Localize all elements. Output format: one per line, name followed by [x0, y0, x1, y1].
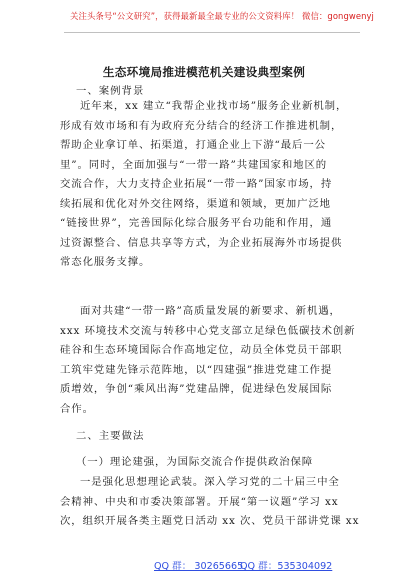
paragraph-line: “链接世界”，完善国际化综合服务平台功能和作用，通	[60, 217, 333, 229]
section-heading-background: 一、案例背景	[76, 85, 145, 97]
document-title: 生态环境局推进模范机关建设典型案例	[102, 65, 306, 79]
paragraph-line: 形成有效市场和有为政府充分结合的经济工作推进机制，	[60, 119, 343, 132]
header-divider	[64, 32, 360, 33]
paragraph-line: 质增效，争创“乘风出海”党建品牌，促进绿色发展国际	[60, 383, 333, 395]
paragraph-background-2	[60, 302, 354, 419]
paragraph-line: xxx 环境技术交流与转移中心党支部立足绿色低碳技术创新	[60, 324, 356, 337]
paragraph-line: 交流合作，大力支持企业拓展“一带一路”国家市场，持	[60, 178, 333, 190]
paragraph-line: 近年来，xx 建立“我帮企业找市场”服务企业新机制，	[80, 100, 348, 112]
paragraph-line: 工筑牢党建先锋示范阵地，以“四建强”推进党建工作提	[60, 363, 333, 376]
paragraph-line: 常态化服务支撑。	[60, 256, 151, 268]
paragraph-line: 硅谷和生态环境国际合作高地定位，动员全体党员干部职	[60, 344, 343, 356]
paragraph-background-1	[60, 97, 354, 273]
paragraph-line: 续拓展和优化对外交往网络，渠道和领域，更加广泛地	[60, 197, 331, 210]
paragraph-line: 帮助企业拿订单、拓渠道，打通企业上下游“最后一公	[60, 139, 326, 151]
paragraph-line: 面对共建“一带一路”高质量发展的新要求、新机遇，	[80, 305, 341, 317]
paragraph-line: 会精神、中央和市委决策部署。开展“第一议题”学习 xx	[60, 495, 339, 508]
paragraph-line: 过资源整合、信息共享等方式，为企业拓展海外市场提供	[60, 236, 343, 249]
paragraph-theory	[60, 473, 360, 532]
footer-qq-group-2[interactable]: QQ 群：535304092	[240, 561, 333, 572]
paragraph-line: 一是强化思想理论武装。深入学习党的二十届三中全	[80, 476, 340, 488]
section-heading-practices: 二、主要做法	[76, 430, 145, 442]
paragraph-line: 合作。	[60, 402, 94, 415]
subsection-heading-theory: （一）理论建强，为国际交流合作提供政治保障	[76, 456, 314, 468]
footer-qq-group-1[interactable]: QQ 群： 30265665	[154, 561, 244, 572]
paragraph-line: 里”。同时，全面加强与“一带一路”共建国家和地区的	[60, 158, 328, 171]
footer	[0, 558, 408, 574]
header-banner: 关注头条号“公文研究”，获得最新最全最专业的公文资料库！ 微信：gongwenyj	[70, 11, 374, 21]
paragraph-line: 次，组织开展各类主题党日活动 xx 次、党员干部讲党课 xx	[60, 515, 360, 527]
